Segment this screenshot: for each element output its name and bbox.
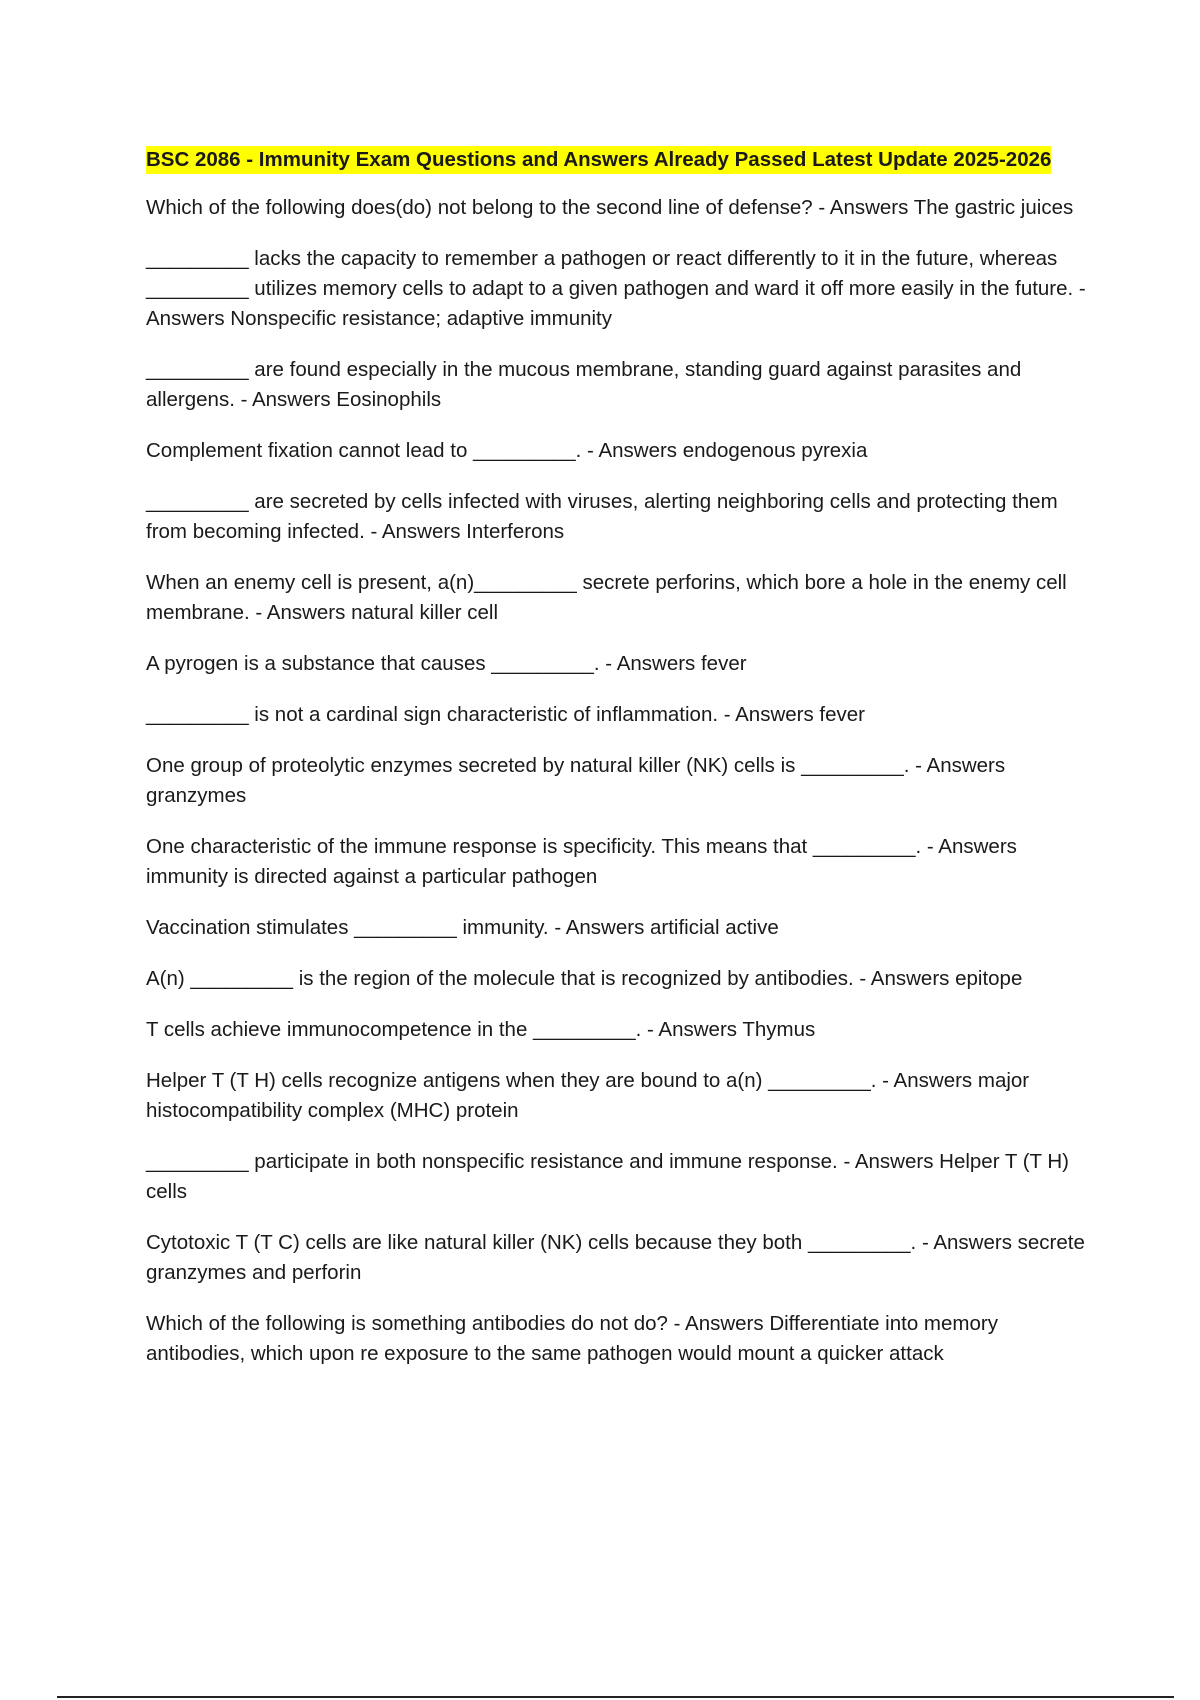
- qa-item: _________ are secreted by cells infected with viruses, alerting neighboring cells and protecting them from becoming infected. - Answers Interferons: [146, 490, 1058, 543]
- qa-item: _________ participate in both nonspecific resistance and immune response. - Answers Helper T (T H) cells: [146, 1150, 1070, 1203]
- qa-item: When an enemy cell is present, a(n)_________ secrete perforins, which bore a hole in the enemy cell membrane. - Answers natural killer cell: [146, 571, 1067, 624]
- qa-item: One group of proteolytic enzymes secreted by natural killer (NK) cells is _________. - Answers granzymes: [146, 754, 1006, 807]
- qa-item: A pyrogen is a substance that causes _________. - Answers fever: [146, 652, 747, 675]
- qa-item: One characteristic of the immune response is specificity. This means that _________. - Answers immunity is directed against a particular pathogen: [146, 835, 1017, 888]
- document-body: [146, 145, 1086, 1390]
- title-block: [146, 145, 1086, 175]
- qa-item: Complement fixation cannot lead to _________. - Answers endogenous pyrexia: [146, 439, 868, 462]
- qa-item: A(n) _________ is the region of the molecule that is recognized by antibodies. - Answers epitope: [146, 967, 1023, 990]
- footer-divider: [57, 1696, 1174, 1698]
- qa-list: [146, 193, 1086, 1369]
- qa-item: Vaccination stimulates _________ immunity. - Answers artificial active: [146, 916, 779, 939]
- document-title: BSC 2086 - Immunity Exam Questions and Answers Already Passed Latest Update 2025-2026: [146, 146, 1051, 174]
- qa-item: Cytotoxic T (T C) cells are like natural killer (NK) cells because they both _________. - Answers secrete granzymes and perforin: [146, 1231, 1085, 1284]
- qa-item: _________ are found especially in the mucous membrane, standing guard against parasites and allergens. - Answers Eosinophils: [146, 358, 1022, 411]
- qa-item: _________ is not a cardinal sign characteristic of inflammation. - Answers fever: [146, 703, 866, 726]
- qa-item: Which of the following is something antibodies do not do? - Answers Differentiate into memory antibodies, which upon re exposure to the same pathogen would mount a quicker attack: [146, 1312, 998, 1365]
- qa-item: _________ lacks the capacity to remember a pathogen or react differently to it in the future, whereas _________ utilizes memory cells to adapt to a given pathogen and ward it off more easily in the future. - Answers Nonspecific resistance; adaptive immunity: [146, 247, 1086, 330]
- qa-item: T cells achieve immunocompetence in the _________. - Answers Thymus: [146, 1018, 816, 1041]
- qa-item: Which of the following does(do) not belong to the second line of defense? - Answers The gastric juices: [146, 196, 1074, 219]
- qa-item: Helper T (T H) cells recognize antigens when they are bound to a(n) _________. - Answers major histocompatibility complex (MHC) protein: [146, 1069, 1030, 1122]
